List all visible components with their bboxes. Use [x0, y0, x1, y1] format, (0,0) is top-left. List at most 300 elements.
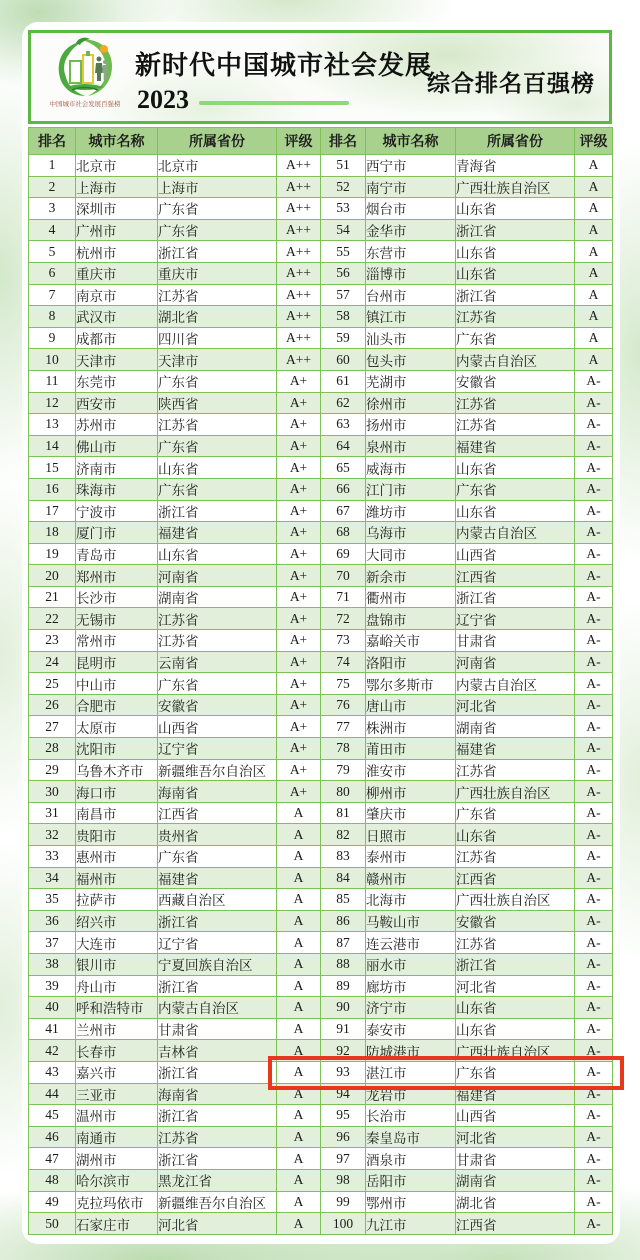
table-row — [29, 370, 613, 392]
rank-cell: 18 — [29, 522, 76, 544]
province-cell: 江苏省 — [456, 306, 575, 328]
grade-cell: A — [277, 953, 321, 975]
rank-cell: 2 — [29, 176, 76, 198]
grade-cell: A+ — [277, 651, 321, 673]
city-cell: 包头市 — [366, 349, 456, 371]
grade-cell: A — [575, 241, 613, 263]
city-cell: 廊坊市 — [366, 975, 456, 997]
col-header-grade: 评级 — [575, 128, 613, 155]
grade-cell: A- — [575, 953, 613, 975]
rank-cell: 8 — [29, 306, 76, 328]
city-cell: 西安市 — [76, 392, 158, 414]
city-cell: 武汉市 — [76, 306, 158, 328]
province-cell: 广东省 — [158, 435, 277, 457]
rank-cell: 77 — [321, 716, 366, 738]
rank-cell: 20 — [29, 565, 76, 587]
province-cell: 天津市 — [158, 349, 277, 371]
grade-cell: A- — [575, 759, 613, 781]
rank-cell: 80 — [321, 781, 366, 803]
rank-cell: 14 — [29, 435, 76, 457]
grade-cell: A- — [575, 586, 613, 608]
table-row — [29, 478, 613, 500]
logo — [41, 37, 129, 117]
city-cell: 大同市 — [366, 543, 456, 565]
province-cell: 安徽省 — [158, 694, 277, 716]
province-cell: 江苏省 — [456, 932, 575, 954]
rank-cell: 64 — [321, 435, 366, 457]
col-header-province: 所属省份 — [456, 128, 575, 155]
city-cell: 兰州市 — [76, 1018, 158, 1040]
grade-cell: A — [277, 997, 321, 1019]
rank-cell: 56 — [321, 262, 366, 284]
rank-cell: 44 — [29, 1083, 76, 1105]
grade-cell: A- — [575, 1191, 613, 1213]
header-banner — [28, 30, 612, 124]
province-cell: 江苏省 — [158, 284, 277, 306]
city-cell: 合肥市 — [76, 694, 158, 716]
province-cell: 浙江省 — [158, 975, 277, 997]
grade-cell: A — [277, 1126, 321, 1148]
city-cell: 绍兴市 — [76, 910, 158, 932]
city-cell: 中山市 — [76, 673, 158, 695]
city-cell: 克拉玛依市 — [76, 1191, 158, 1213]
province-cell: 广西壮族自治区 — [456, 176, 575, 198]
province-cell: 内蒙古自治区 — [456, 349, 575, 371]
city-cell: 龙岩市 — [366, 1083, 456, 1105]
city-cell: 宁波市 — [76, 500, 158, 522]
rank-cell: 37 — [29, 932, 76, 954]
city-cell: 济宁市 — [366, 997, 456, 1019]
province-cell: 山东省 — [456, 198, 575, 220]
grade-cell: A — [575, 262, 613, 284]
table-row — [29, 1126, 613, 1148]
grade-cell: A- — [575, 802, 613, 824]
rank-cell: 78 — [321, 738, 366, 760]
city-cell: 淄博市 — [366, 262, 456, 284]
city-cell: 芜湖市 — [366, 370, 456, 392]
grade-cell: A- — [575, 1126, 613, 1148]
rank-cell: 24 — [29, 651, 76, 673]
city-cell: 乌海市 — [366, 522, 456, 544]
rank-cell: 6 — [29, 262, 76, 284]
grade-cell: A — [277, 846, 321, 868]
table-row — [29, 781, 613, 803]
grade-cell: A — [277, 802, 321, 824]
city-cell: 海口市 — [76, 781, 158, 803]
province-cell: 海南省 — [158, 781, 277, 803]
rank-cell: 43 — [29, 1061, 76, 1083]
city-cell: 常州市 — [76, 630, 158, 652]
grade-cell: A+ — [277, 543, 321, 565]
city-cell: 厦门市 — [76, 522, 158, 544]
city-cell: 威海市 — [366, 457, 456, 479]
province-cell: 贵州省 — [158, 824, 277, 846]
city-cell: 佛山市 — [76, 435, 158, 457]
grade-cell: A — [277, 1018, 321, 1040]
rank-cell: 66 — [321, 478, 366, 500]
city-cell: 岳阳市 — [366, 1169, 456, 1191]
grade-cell: A- — [575, 738, 613, 760]
rank-cell: 96 — [321, 1126, 366, 1148]
rank-cell: 92 — [321, 1040, 366, 1062]
city-cell: 江门市 — [366, 478, 456, 500]
grade-cell: A — [277, 867, 321, 889]
table-row — [29, 1105, 613, 1127]
table-row — [29, 522, 613, 544]
province-cell: 福建省 — [158, 522, 277, 544]
rank-cell: 38 — [29, 953, 76, 975]
year-label: 2023 — [137, 85, 189, 114]
table-row — [29, 889, 613, 911]
city-cell: 惠州市 — [76, 846, 158, 868]
rank-cell: 49 — [29, 1191, 76, 1213]
province-cell: 吉林省 — [158, 1040, 277, 1062]
table-row — [29, 997, 613, 1019]
province-cell: 重庆市 — [158, 262, 277, 284]
rank-cell: 97 — [321, 1148, 366, 1170]
province-cell: 江西省 — [158, 802, 277, 824]
ranking-table-container — [28, 127, 612, 1235]
grade-cell: A — [277, 1105, 321, 1127]
table-row — [29, 932, 613, 954]
province-cell: 湖南省 — [456, 716, 575, 738]
table-row — [29, 262, 613, 284]
city-cell: 昆明市 — [76, 651, 158, 673]
city-cell: 莆田市 — [366, 738, 456, 760]
rank-cell: 65 — [321, 457, 366, 479]
province-cell: 广东省 — [158, 673, 277, 695]
rank-cell: 9 — [29, 327, 76, 349]
grade-cell: A — [575, 327, 613, 349]
province-cell: 福建省 — [456, 1083, 575, 1105]
city-cell: 石家庄市 — [76, 1213, 158, 1235]
grade-cell: A- — [575, 716, 613, 738]
city-cell: 西宁市 — [366, 155, 456, 177]
city-cell: 连云港市 — [366, 932, 456, 954]
city-cell: 东莞市 — [76, 370, 158, 392]
grade-cell: A++ — [277, 155, 321, 177]
grade-cell: A- — [575, 1018, 613, 1040]
province-cell: 内蒙古自治区 — [456, 522, 575, 544]
city-cell: 镇江市 — [366, 306, 456, 328]
grade-cell: A — [277, 889, 321, 911]
rank-cell: 50 — [29, 1213, 76, 1235]
city-cell: 福州市 — [76, 867, 158, 889]
grade-cell: A+ — [277, 435, 321, 457]
table-row — [29, 306, 613, 328]
city-cell: 嘉兴市 — [76, 1061, 158, 1083]
grade-cell: A — [575, 306, 613, 328]
city-cell: 贵阳市 — [76, 824, 158, 846]
grade-cell: A- — [575, 651, 613, 673]
table-row — [29, 1061, 613, 1083]
col-header-city: 城市名称 — [76, 128, 158, 155]
leaf-city-logo-icon — [52, 37, 118, 99]
table-row — [29, 392, 613, 414]
city-cell: 南宁市 — [366, 176, 456, 198]
rank-cell: 28 — [29, 738, 76, 760]
rank-cell: 61 — [321, 370, 366, 392]
table-row — [29, 867, 613, 889]
grade-cell: A++ — [277, 198, 321, 220]
province-cell: 广西壮族自治区 — [456, 781, 575, 803]
grade-cell: A+ — [277, 716, 321, 738]
grade-cell: A — [277, 975, 321, 997]
province-cell: 河南省 — [158, 565, 277, 587]
grade-cell: A- — [575, 932, 613, 954]
rank-cell: 88 — [321, 953, 366, 975]
rank-cell: 27 — [29, 716, 76, 738]
rank-cell: 60 — [321, 349, 366, 371]
province-cell: 山东省 — [456, 824, 575, 846]
grade-cell: A+ — [277, 694, 321, 716]
rank-cell: 70 — [321, 565, 366, 587]
table-row — [29, 802, 613, 824]
rank-cell: 52 — [321, 176, 366, 198]
table-row — [29, 1148, 613, 1170]
province-cell: 广东省 — [158, 370, 277, 392]
city-cell: 酒泉市 — [366, 1148, 456, 1170]
table-row — [29, 824, 613, 846]
table-row — [29, 630, 613, 652]
city-cell: 上海市 — [76, 176, 158, 198]
grade-cell: A — [575, 219, 613, 241]
province-cell: 青海省 — [456, 155, 575, 177]
grade-cell: A — [277, 932, 321, 954]
rank-cell: 7 — [29, 284, 76, 306]
grade-cell: A- — [575, 435, 613, 457]
grade-cell: A++ — [277, 219, 321, 241]
table-row — [29, 219, 613, 241]
table-row — [29, 586, 613, 608]
rank-cell: 46 — [29, 1126, 76, 1148]
province-cell: 浙江省 — [158, 1061, 277, 1083]
rank-cell: 95 — [321, 1105, 366, 1127]
grade-cell: A- — [575, 1040, 613, 1062]
rank-cell: 19 — [29, 543, 76, 565]
province-cell: 河南省 — [456, 651, 575, 673]
province-cell: 湖南省 — [158, 586, 277, 608]
table-row — [29, 1018, 613, 1040]
table-row — [29, 198, 613, 220]
grade-cell: A- — [575, 781, 613, 803]
city-cell: 北海市 — [366, 889, 456, 911]
city-cell: 秦皇岛市 — [366, 1126, 456, 1148]
rank-cell: 79 — [321, 759, 366, 781]
rank-cell: 90 — [321, 997, 366, 1019]
rank-cell: 13 — [29, 414, 76, 436]
col-header-province: 所属省份 — [158, 128, 277, 155]
rank-cell: 26 — [29, 694, 76, 716]
province-cell: 西藏自治区 — [158, 889, 277, 911]
grade-cell: A — [277, 1191, 321, 1213]
province-cell: 陕西省 — [158, 392, 277, 414]
table-row — [29, 284, 613, 306]
rank-cell: 82 — [321, 824, 366, 846]
rank-cell: 69 — [321, 543, 366, 565]
city-cell: 长沙市 — [76, 586, 158, 608]
rank-cell: 15 — [29, 457, 76, 479]
table-row — [29, 975, 613, 997]
rank-cell: 42 — [29, 1040, 76, 1062]
grade-cell: A++ — [277, 306, 321, 328]
grade-cell: A+ — [277, 522, 321, 544]
province-cell: 上海市 — [158, 176, 277, 198]
grade-cell: A- — [575, 522, 613, 544]
grade-cell: A — [277, 1169, 321, 1191]
rank-cell: 51 — [321, 155, 366, 177]
rank-cell: 31 — [29, 802, 76, 824]
rank-cell: 34 — [29, 867, 76, 889]
province-cell: 广东省 — [158, 846, 277, 868]
grade-cell: A- — [575, 846, 613, 868]
city-cell: 沈阳市 — [76, 738, 158, 760]
grade-cell: A — [575, 349, 613, 371]
city-cell: 嘉峪关市 — [366, 630, 456, 652]
province-cell: 宁夏回族自治区 — [158, 953, 277, 975]
province-cell: 广西壮族自治区 — [456, 1040, 575, 1062]
rank-cell: 72 — [321, 608, 366, 630]
rank-cell: 63 — [321, 414, 366, 436]
grade-cell: A — [277, 1083, 321, 1105]
province-cell: 广东省 — [456, 1061, 575, 1083]
rank-cell: 100 — [321, 1213, 366, 1235]
city-cell: 长治市 — [366, 1105, 456, 1127]
grade-cell: A+ — [277, 673, 321, 695]
province-cell: 四川省 — [158, 327, 277, 349]
grade-cell: A — [277, 910, 321, 932]
table-header-row — [29, 128, 613, 155]
rank-cell: 48 — [29, 1169, 76, 1191]
ranking-table — [28, 127, 613, 1235]
grade-cell: A- — [575, 1213, 613, 1235]
province-cell: 安徽省 — [456, 910, 575, 932]
grade-cell: A+ — [277, 392, 321, 414]
table-row — [29, 1213, 613, 1235]
page-title: 新时代中国城市社会发展 — [135, 50, 433, 80]
city-cell: 舟山市 — [76, 975, 158, 997]
rank-cell: 25 — [29, 673, 76, 695]
grade-cell: A+ — [277, 759, 321, 781]
province-cell: 江苏省 — [158, 1126, 277, 1148]
province-cell: 福建省 — [456, 738, 575, 760]
province-cell: 江苏省 — [158, 608, 277, 630]
province-cell: 广西壮族自治区 — [456, 889, 575, 911]
grade-cell: A — [575, 284, 613, 306]
city-cell: 九江市 — [366, 1213, 456, 1235]
table-row — [29, 1083, 613, 1105]
city-cell: 赣州市 — [366, 867, 456, 889]
rank-cell: 98 — [321, 1169, 366, 1191]
province-cell: 广东省 — [456, 802, 575, 824]
city-cell: 北京市 — [76, 155, 158, 177]
rank-cell: 62 — [321, 392, 366, 414]
province-cell: 河北省 — [456, 1126, 575, 1148]
province-cell: 海南省 — [158, 1083, 277, 1105]
grade-cell: A- — [575, 1061, 613, 1083]
table-row — [29, 1040, 613, 1062]
province-cell: 江西省 — [456, 867, 575, 889]
city-cell: 防城港市 — [366, 1040, 456, 1062]
grade-cell: A — [575, 176, 613, 198]
grade-cell: A- — [575, 910, 613, 932]
rank-cell: 54 — [321, 219, 366, 241]
grade-cell: A- — [575, 543, 613, 565]
table-row — [29, 846, 613, 868]
grade-cell: A- — [575, 1148, 613, 1170]
rank-cell: 11 — [29, 370, 76, 392]
rank-cell: 35 — [29, 889, 76, 911]
city-cell: 济南市 — [76, 457, 158, 479]
table-row — [29, 694, 613, 716]
grade-cell: A+ — [277, 630, 321, 652]
province-cell: 福建省 — [158, 867, 277, 889]
grade-cell: A- — [575, 608, 613, 630]
table-row — [29, 716, 613, 738]
rank-cell: 45 — [29, 1105, 76, 1127]
city-cell: 盘锦市 — [366, 608, 456, 630]
rank-cell: 40 — [29, 997, 76, 1019]
province-cell: 新疆维吾尔自治区 — [158, 1191, 277, 1213]
province-cell: 辽宁省 — [158, 932, 277, 954]
table-row — [29, 1169, 613, 1191]
grade-cell: A — [277, 1061, 321, 1083]
rank-cell: 39 — [29, 975, 76, 997]
grade-cell: A++ — [277, 349, 321, 371]
city-cell: 东营市 — [366, 241, 456, 263]
city-cell: 重庆市 — [76, 262, 158, 284]
province-cell: 新疆维吾尔自治区 — [158, 759, 277, 781]
rank-cell: 85 — [321, 889, 366, 911]
city-cell: 日照市 — [366, 824, 456, 846]
grade-cell: A- — [575, 457, 613, 479]
grade-cell: A++ — [277, 241, 321, 263]
province-cell: 甘肃省 — [456, 630, 575, 652]
city-cell: 金华市 — [366, 219, 456, 241]
rank-cell: 58 — [321, 306, 366, 328]
rank-cell: 22 — [29, 608, 76, 630]
grade-cell: A+ — [277, 608, 321, 630]
grade-cell: A++ — [277, 327, 321, 349]
rank-cell: 41 — [29, 1018, 76, 1040]
grade-cell: A- — [575, 889, 613, 911]
province-cell: 湖南省 — [456, 1169, 575, 1191]
city-cell: 肇庆市 — [366, 802, 456, 824]
grade-cell: A- — [575, 1105, 613, 1127]
city-cell: 大连市 — [76, 932, 158, 954]
city-cell: 温州市 — [76, 1105, 158, 1127]
province-cell: 辽宁省 — [456, 608, 575, 630]
province-cell: 湖北省 — [456, 1191, 575, 1213]
grade-cell: A — [277, 1040, 321, 1062]
table-row — [29, 500, 613, 522]
province-cell: 浙江省 — [456, 586, 575, 608]
grade-cell: A++ — [277, 284, 321, 306]
grade-cell: A- — [575, 478, 613, 500]
grade-cell: A+ — [277, 565, 321, 587]
city-cell: 马鞍山市 — [366, 910, 456, 932]
city-cell: 三亚市 — [76, 1083, 158, 1105]
rank-cell: 81 — [321, 802, 366, 824]
rank-cell: 57 — [321, 284, 366, 306]
city-cell: 郑州市 — [76, 565, 158, 587]
rank-cell: 84 — [321, 867, 366, 889]
province-cell: 山西省 — [456, 1105, 575, 1127]
city-cell: 洛阳市 — [366, 651, 456, 673]
rank-cell: 17 — [29, 500, 76, 522]
province-cell: 河北省 — [158, 1213, 277, 1235]
rank-cell: 1 — [29, 155, 76, 177]
